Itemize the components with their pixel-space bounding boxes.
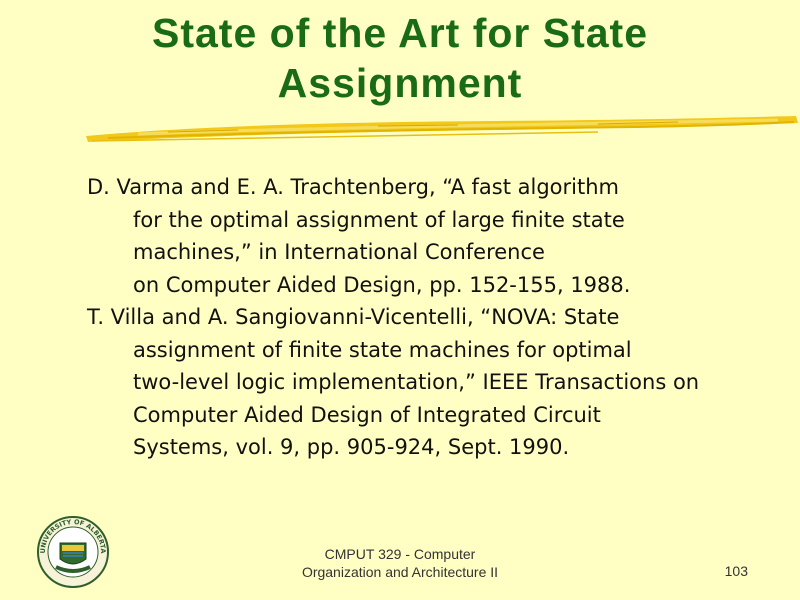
reference-line: Computer Aided Design of Integrated Circuit [133,402,601,427]
references-list [87,171,787,464]
reference-line: Systems, vol. 9, pp. 905-924, Sept. 1990. [133,435,570,459]
reference-line: for the optimal assignment of large finite state [133,207,625,232]
slide-title [0,8,800,108]
reference-varma [87,171,787,301]
reference-line: machines,” in International Conference [133,240,545,264]
footer-course-name [230,545,570,581]
reference-line: T. Villa and A. Sangiovanni-Vicentelli, “NOVA: State [87,305,620,329]
title-underline-brushstroke [78,112,800,148]
reference-line: two-level logic implementation,” IEEE Transactions on [133,370,700,394]
page-number: 103 [724,563,748,579]
slide-title-line-2: Assignment [277,60,523,106]
reference-line: D. Varma and E. A. Trachtenberg, “A fast algorithm [87,175,619,199]
university-of-alberta-logo [36,515,110,589]
slide-title-line-1: State of the Art for State [151,10,649,56]
reference-line: on Computer Aided Design, pp. 152-155, 1988. [133,272,631,297]
footer-line-1: CMPUT 329 - Computer [324,546,476,562]
logo-text: UNIVERSITY OF ALBERTA [38,517,108,554]
reference-line: assignment of finite state machines for optimal [133,337,632,362]
reference-villa [87,301,787,464]
footer-line-2: Organization and Architecture II [301,564,499,580]
